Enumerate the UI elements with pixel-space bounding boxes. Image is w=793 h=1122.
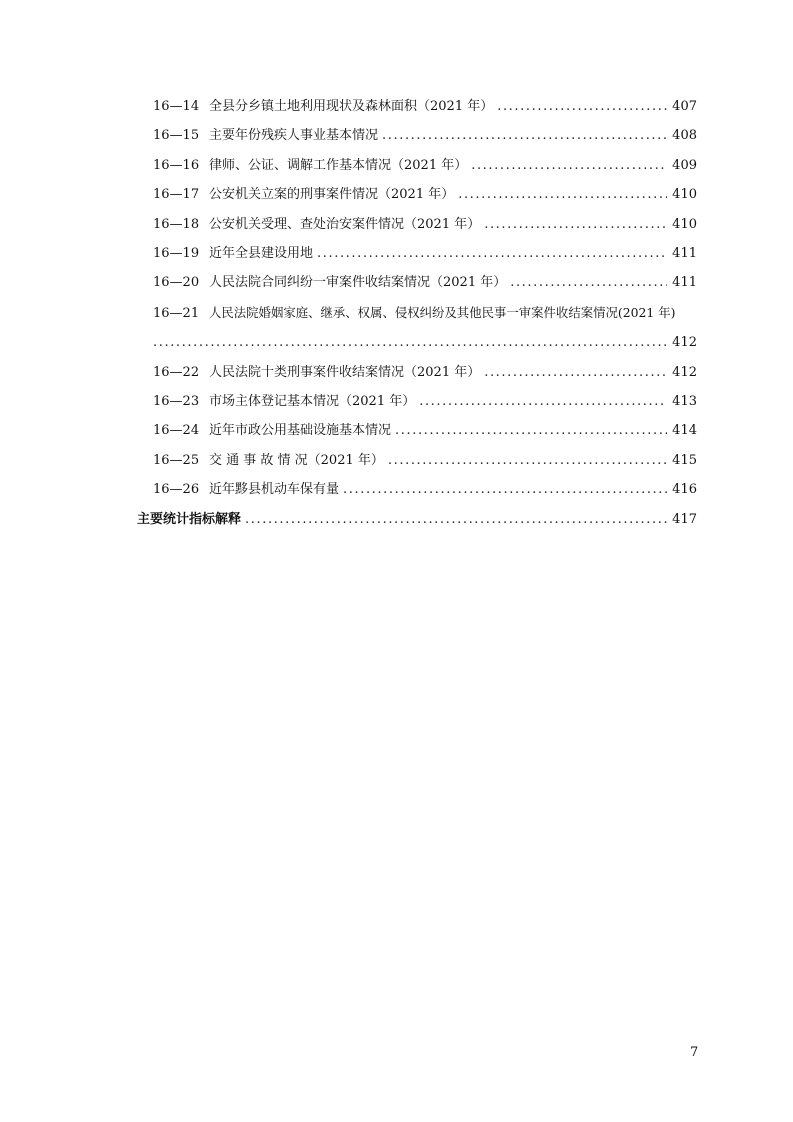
toc-entry-page: 407 [672, 99, 697, 114]
toc-entry[interactable] [137, 446, 697, 475]
dot-leader [510, 268, 667, 297]
toc-entry-number: 16—15 [153, 128, 200, 144]
toc-entry-number: 16—22 [153, 364, 200, 380]
toc-entry-page: 409 [672, 157, 697, 173]
table-of-contents [137, 92, 697, 534]
toc-entry-number: 16—26 [153, 482, 200, 498]
page-number: 7 [690, 1045, 699, 1060]
toc-entry[interactable] [137, 180, 697, 209]
dot-leader [458, 180, 667, 209]
toc-entry[interactable] [137, 210, 697, 239]
toc-entry[interactable] [137, 239, 697, 268]
dot-leader [484, 358, 667, 387]
toc-entry-page: 412 [672, 335, 697, 351]
toc-entry-number: 16—21 [153, 305, 200, 321]
toc-entry-title: 人民法院合同纠纷一审案件收结案情况（2021 年） [209, 275, 507, 291]
toc-entry-page: 413 [672, 394, 697, 410]
toc-entry-title: 律师、公证、调解工作基本情况（2021 年） [209, 157, 468, 173]
toc-section-entry[interactable] [137, 505, 697, 534]
toc-entry-title: 近年全县建设用地 [209, 246, 314, 262]
toc-entry-title: 公安机关立案的刑事案件情况（2021 年） [209, 187, 455, 203]
toc-entry-title: 人民法院婚姻家庭、继承、权属、侵权纠纷及其他民事一审案件收结案情况(2021 年) [209, 304, 676, 320]
toc-entry[interactable] [137, 151, 697, 180]
dot-leader [153, 328, 667, 357]
dot-leader [484, 210, 667, 239]
toc-entry[interactable] [137, 121, 697, 150]
dot-leader [497, 92, 667, 121]
toc-entry-number: 16—23 [153, 394, 200, 410]
toc-entry-number: 16—19 [153, 246, 200, 262]
toc-entry-number: 16—24 [153, 423, 200, 439]
dot-leader [419, 387, 667, 416]
toc-entry-title: 主要年份残疾人事业基本情况 [209, 128, 379, 144]
dot-leader [388, 446, 667, 475]
toc-entry-page: 416 [672, 482, 697, 498]
toc-entry-continuation[interactable] [137, 328, 697, 357]
toc-entry-page: 415 [672, 452, 697, 468]
dot-leader [395, 416, 667, 445]
toc-entry[interactable] [137, 268, 697, 297]
toc-entry-page: 414 [672, 423, 697, 439]
toc-entry[interactable] [137, 416, 697, 445]
toc-entry-page: 410 [672, 187, 697, 203]
toc-entry-page: 411 [672, 246, 697, 262]
toc-entry-number: 16—20 [153, 275, 200, 291]
dot-leader [245, 505, 667, 534]
toc-entry-title: 人民法院十类刑事案件收结案情况（2021 年） [209, 364, 481, 380]
toc-entry-page: 408 [672, 128, 697, 144]
dot-leader [382, 121, 667, 150]
dot-leader [471, 151, 667, 180]
dot-leader [317, 239, 667, 268]
toc-entry-title: 近年市政公用基础设施基本情况 [209, 423, 392, 439]
toc-entry-title: 公安机关受理、查处治安案件情况（2021 年） [209, 216, 481, 232]
toc-entry[interactable] [137, 358, 697, 387]
toc-entry-number: 16—14 [153, 99, 200, 114]
toc-entry[interactable] [137, 475, 697, 504]
toc-entry-page: 417 [672, 511, 697, 527]
toc-entry-page: 411 [672, 275, 697, 291]
toc-entry-number: 16—16 [153, 157, 200, 173]
dot-leader [343, 475, 667, 504]
toc-entry[interactable] [137, 298, 697, 328]
toc-entry-number: 16—18 [153, 216, 200, 232]
toc-entry-page: 412 [672, 364, 697, 380]
toc-entry-title: 全县分乡镇土地利用现状及森林面积（2021 年） [209, 99, 494, 114]
toc-entry[interactable] [137, 92, 697, 121]
toc-section-title: 主要统计指标解释 [137, 511, 242, 527]
toc-entry-number: 16—17 [153, 187, 200, 203]
toc-entry-number: 16—25 [153, 452, 200, 468]
toc-entry-title: 交 通 事 故 情 况（2021 年） [209, 452, 384, 468]
toc-entry-title: 近年黟县机动车保有量 [209, 482, 340, 498]
toc-entry-title: 市场主体登记基本情况（2021 年） [209, 394, 416, 410]
toc-entry[interactable] [137, 387, 697, 416]
toc-entry-page: 410 [672, 216, 697, 232]
